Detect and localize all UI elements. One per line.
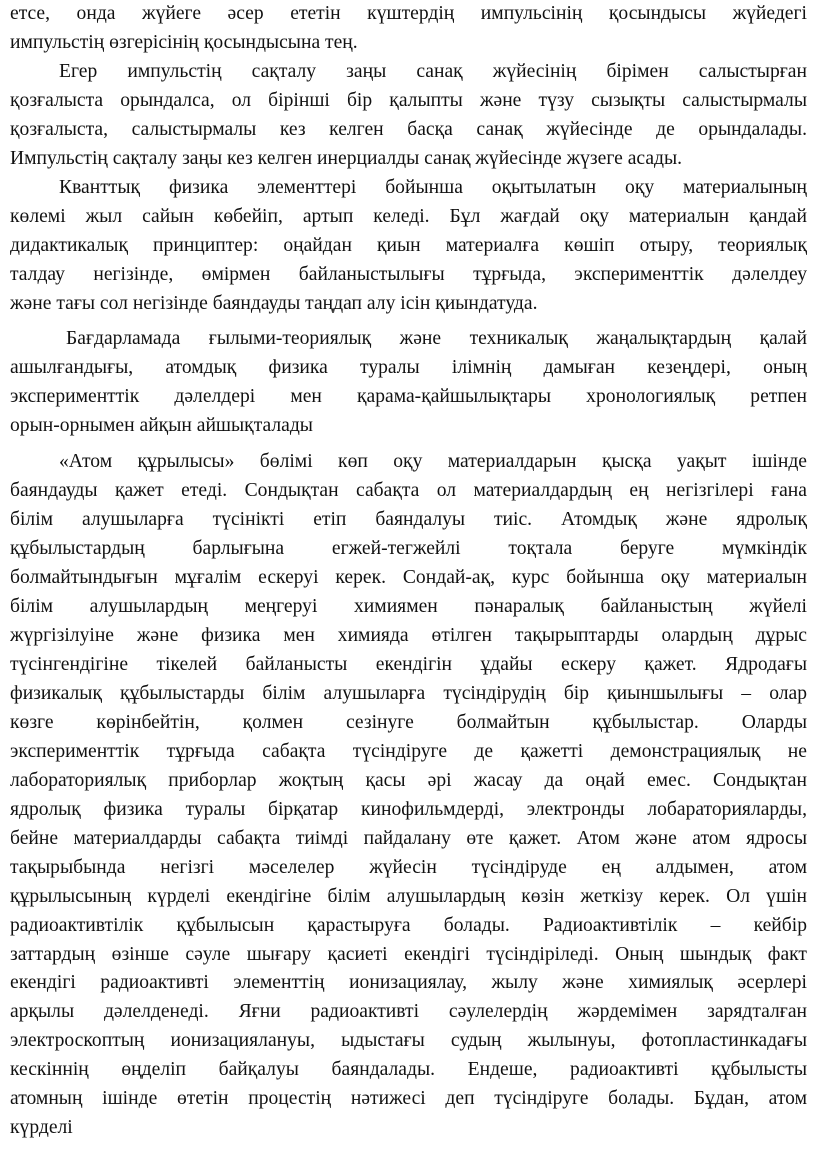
text-line: құрылысының күрделі екендігіне білім алушылардың көзін жеткізу керек. Ол үшін xyxy=(10,885,807,907)
text-line: орын-орнымен айқын айшықталады xyxy=(10,415,313,437)
text-line: түсінгендігіне тікелей байланысты екендігін ұдайы ескеру қажет. Ядродағы xyxy=(10,653,807,675)
text-line: екендігі радиоактивті элементтің ионизациялау, жылу және химиялық әсерлері xyxy=(10,972,807,994)
text-line: Егер импульстің сақталу заңы санақ жүйесінің бірімен салыстырған xyxy=(59,60,807,82)
text-line: импульстің өзгерісінің қосындысына тең. xyxy=(10,31,358,53)
text-line: ядролық физика туралы бірқатар кинофильмдерді, электронды лобараторияларды, xyxy=(10,798,807,820)
text-line: атомның ішінде өтетін процестің нәтижесі деп түсіндіруге болады. Бұдан, атом xyxy=(10,1088,807,1110)
text-line: кескіннің өңделіп байқалуы баяндалады. Ендеше, радиоактивті құбылысты xyxy=(10,1059,807,1081)
text-line: құбылыстардың барлығына егжей-тегжейлі тоқтала беруге мүмкіндік xyxy=(10,538,807,560)
text-line: дидактикалық принциптер: оңайдан қиын материалға көшіп отыру, теориялық xyxy=(10,234,807,256)
paragraph-spacer xyxy=(10,441,807,448)
text-line: лабораториялық приборлар жоқтың қасы әрі жасау да оңай емес. Сондықтан xyxy=(10,769,807,791)
text-line: етсе, онда жүйеге әсер ететін күштердің импульсінің қосындысы жүйедегі xyxy=(10,3,807,24)
paragraph-spacer xyxy=(10,318,807,325)
paragraph-1 xyxy=(10,0,807,58)
paragraph-4 xyxy=(10,325,807,441)
text-line: күрделі xyxy=(10,1117,73,1139)
text-line: заттардың өзінше сәуле шығару қасиеті екендігі түсіндіріледі. Оның шындық факт xyxy=(10,943,807,965)
text-line: және тағы сол негізінде баяндауды таңдап алу ісін қиындатуда. xyxy=(10,292,538,314)
text-line: эксперименттік тұрғыда сабақта түсіндіруге де қажетті демонстрациялық не xyxy=(10,740,807,762)
paragraph-5 xyxy=(10,448,807,1143)
text-line: білім алушыларға түсінікті етіп баяндалуы тиіс. Атомдық және ядролық xyxy=(10,509,807,531)
text-line: ашылғандығы, атомдық физика туралы ілімнің дамыған кезеңдері, оның xyxy=(10,357,807,379)
text-line: талдау негізінде, өмірмен байланыстылығы тұрғыда, эксперименттік дәлелдеу xyxy=(10,263,807,285)
text-line: Импульстің сақталу заңы кез келген инерциалды санақ жүйесінде жүзеге асады. xyxy=(10,147,683,169)
paragraph-3 xyxy=(10,174,807,319)
text-line: бейне материалдарды сабақта тиімді пайдалану өте қажет. Атом және атом ядросы xyxy=(10,827,807,849)
text-line: радиоактивтілік құбылысын қарастыруға болады. Радиоактивтілік – кейбір xyxy=(10,914,807,936)
text-line: болмайтындығын мұғалім ескеруі керек. Сондай-ақ, курс бойынша оқу материалын xyxy=(10,567,807,589)
paragraph-2 xyxy=(10,58,807,174)
text-line: қозғалыста, салыстырмалы кез келген басқа санақ жүйесінде де орындалады. xyxy=(10,118,807,140)
text-line: қозғалыста орындалса, ол бірінші бір қалыпты және түзу сызықты салыстырмалы xyxy=(10,89,807,111)
text-line: тақырыбында негізгі мәселелер жүйесін түсіндіруде ең алдымен, атом xyxy=(10,856,807,878)
text-line: «Атом құрылысы» бөлімі көп оқу материалдарын қысқа уақыт ішінде xyxy=(59,451,807,473)
text-line: эксперименттік дәлелдері мен қарама-қайшылықтары хронологиялық ретпен xyxy=(10,386,807,408)
text-line: электроскоптың ионизациялануы, ыдыстағы судың жылынуы, фотопластинкадағы xyxy=(10,1030,807,1052)
text-line: баяндауды қажет етеді. Сондықтан сабақта ол материалдардың ең негізгілері ғана xyxy=(10,480,807,502)
text-line: білім алушылардың меңгеруі химиямен пәнаралық байланыстың жүйелі xyxy=(10,596,807,618)
text-line: Кванттық физика элементтері бойынша оқытылатын оқу материалының xyxy=(59,176,807,198)
text-line: жүргізілуіне және физика мен химияда өтілген тақырыптарды олардың дұрыс xyxy=(10,625,807,647)
text-line: көзге көрінбейтін, қолмен сезінуге болмайтын құбылыстар. Оларды xyxy=(10,711,807,733)
text-line: көлемі жыл сайын көбейіп, артып келеді. Бұл жағдай оқу материалын қандай xyxy=(10,205,807,227)
text-line: Бағдарламада ғылыми-теориялық және техникалық жаңалықтардың қалай xyxy=(66,328,807,350)
text-line: арқылы дәлелденеді. Яғни радиоактивті сәулелердің жәрдемімен зарядталған xyxy=(10,1001,807,1023)
text-line: физикалық құбылыстарды білім алушыларға түсіндірудің бір қиыншылығы – олар xyxy=(10,682,807,704)
